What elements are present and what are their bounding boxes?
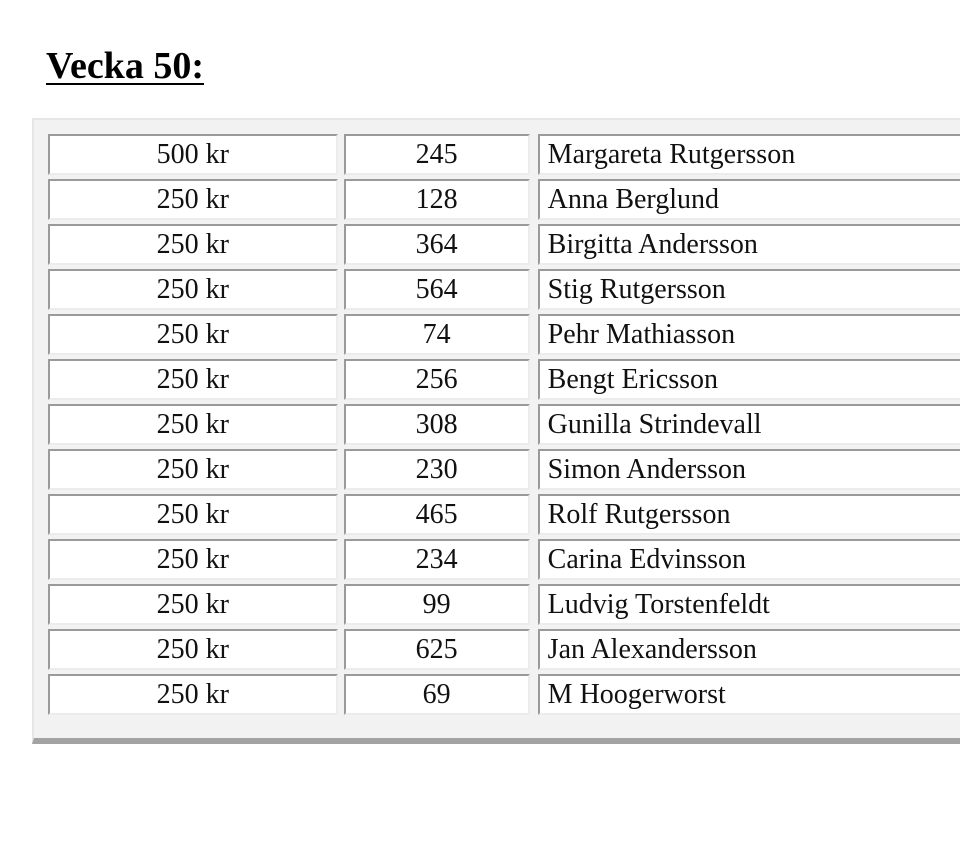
table-row: [48, 494, 960, 535]
ticket-number-cell: 69: [344, 674, 530, 715]
winner-name-cell: M Hoogerworst: [538, 674, 960, 715]
prize-amount-cell: 250 kr: [48, 359, 338, 400]
winner-name-cell: Margareta Rutgersson: [538, 134, 960, 175]
table-row: [48, 449, 960, 490]
prize-amount-cell: 250 kr: [48, 449, 338, 490]
table-row: [48, 584, 960, 625]
winner-name-cell: Ludvig Torstenfeldt: [538, 584, 960, 625]
winner-name-cell: Pehr Mathiasson: [538, 314, 960, 355]
ticket-number-cell: 245: [344, 134, 530, 175]
prize-amount-cell: 250 kr: [48, 629, 338, 670]
table-row: [48, 404, 960, 445]
winner-name-cell: Simon Andersson: [538, 449, 960, 490]
table-row: [48, 359, 960, 400]
winner-name-cell: Rolf Rutgersson: [538, 494, 960, 535]
table-row: [48, 269, 960, 310]
prize-amount-cell: 250 kr: [48, 179, 338, 220]
prize-amount-cell: 500 kr: [48, 134, 338, 175]
ticket-number-cell: 256: [344, 359, 530, 400]
ticket-number-cell: 465: [344, 494, 530, 535]
ticket-number-cell: 128: [344, 179, 530, 220]
winner-name-cell: Carina Edvinsson: [538, 539, 960, 580]
prize-amount-cell: 250 kr: [48, 404, 338, 445]
prize-amount-cell: 250 kr: [48, 539, 338, 580]
winner-name-cell: Anna Berglund: [538, 179, 960, 220]
table-row: [48, 629, 960, 670]
winner-name-cell: Jan Alexandersson: [538, 629, 960, 670]
table-row: [48, 314, 960, 355]
ticket-number-cell: 625: [344, 629, 530, 670]
table-row: [48, 224, 960, 265]
winners-table-frame: [32, 118, 960, 744]
prize-amount-cell: 250 kr: [48, 269, 338, 310]
ticket-number-cell: 308: [344, 404, 530, 445]
prize-amount-cell: 250 kr: [48, 674, 338, 715]
winner-name-cell: Gunilla Strindevall: [538, 404, 960, 445]
page-title: Vecka 50:: [46, 45, 204, 87]
winner-name-cell: Stig Rutgersson: [538, 269, 960, 310]
table-row: [48, 179, 960, 220]
winner-name-cell: Birgitta Andersson: [538, 224, 960, 265]
ticket-number-cell: 99: [344, 584, 530, 625]
winners-table: [48, 134, 960, 715]
prize-amount-cell: 250 kr: [48, 584, 338, 625]
winner-name-cell: Bengt Ericsson: [538, 359, 960, 400]
ticket-number-cell: 74: [344, 314, 530, 355]
table-row: [48, 134, 960, 175]
ticket-number-cell: 230: [344, 449, 530, 490]
ticket-number-cell: 234: [344, 539, 530, 580]
table-row: [48, 674, 960, 715]
table-row: [48, 539, 960, 580]
ticket-number-cell: 564: [344, 269, 530, 310]
prize-amount-cell: 250 kr: [48, 314, 338, 355]
ticket-number-cell: 364: [344, 224, 530, 265]
prize-amount-cell: 250 kr: [48, 224, 338, 265]
prize-amount-cell: 250 kr: [48, 494, 338, 535]
